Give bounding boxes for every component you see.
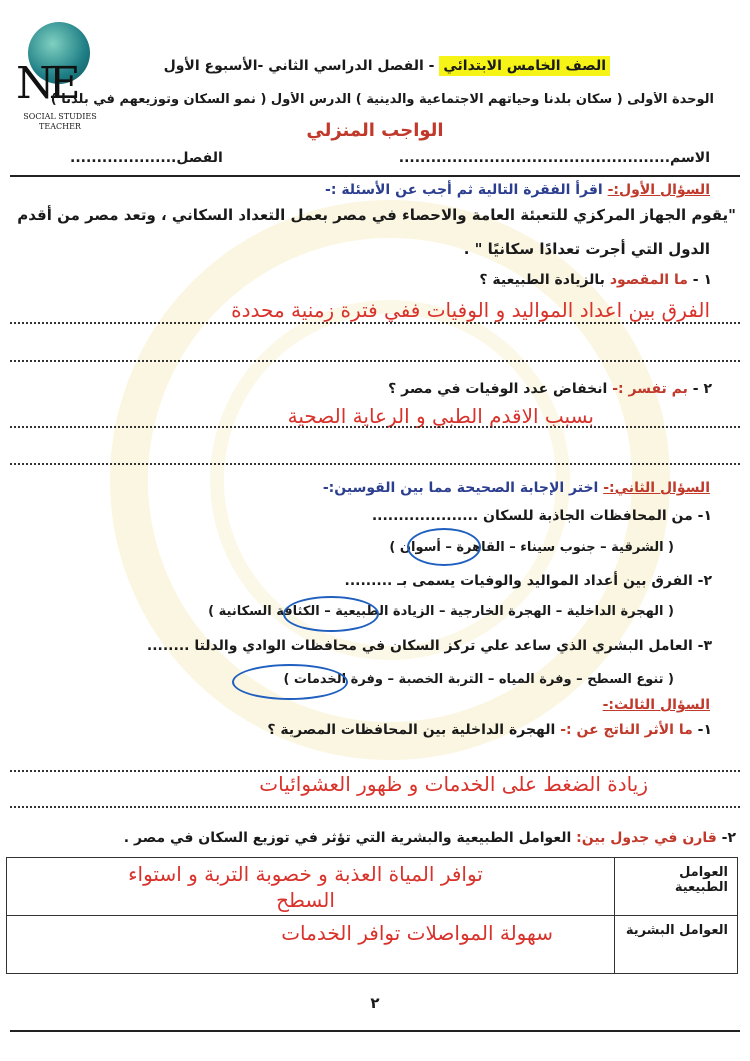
q1-heading: السؤال الأول:- [607,182,710,198]
q1-item1-num: ١ - [687,272,712,288]
q2-heading-line [323,480,710,496]
header-grade-line [164,58,610,74]
q2-item3-options: ( تنوع السطح – وفرة المياه – التربة الخصبة – وفرة الخدمات ) [283,672,674,687]
table-label-cell [615,916,738,974]
answer-line [10,463,740,465]
q2-item1: ١- من المحافظات الجاذبة للسكان .................... [371,508,712,524]
q3-item2-num: ٢- [716,830,736,846]
answer-circle [232,664,348,700]
table-row [7,858,738,916]
answer-circle [407,528,481,566]
table-label: العوامل الطبيعية [674,865,728,895]
table-row [7,916,738,974]
name-field: الاسم................................................... [398,150,710,166]
q1-passage-line1: "يقوم الجهاز المركزي للتعبئة العامة والاحصاء في مصر بعمل التعداد السكاني ، وتعد مصر من أقدم [17,206,736,224]
q2-item1-options: ( الشرقية – جنوب سيناء – القاهرة – أسوان ) [389,540,674,555]
table-answer: توافر المياة العذبة و خصوبة التربة و استواء السطح [128,862,483,912]
header-divider [10,175,740,177]
comparison-table [6,857,738,974]
homework-title: الواجب المنزلي [306,120,444,141]
q2-instruction: اختر الإجابة الصحيحة مما بين القوسين:- [322,480,604,496]
grade-highlight: الصف الخامس الابتدائي [439,56,610,76]
answer-line [10,360,740,362]
q3-item1-key: ما الأثر الناتج عن :- [560,722,693,738]
q2-item2: ٢- الفرق بين أعداد المواليد والوفيات يسمى بـ ......... [344,573,712,589]
q1-heading-line [325,182,710,198]
q1-item2-num: ٢ - [687,381,712,397]
q3-item1-text: الهجرة الداخلية بين المحافظات المصرية ؟ [267,722,561,738]
page-number: ٢ [370,994,380,1012]
table-label: العوامل البشرية [625,923,728,938]
q1-item1 [479,272,712,288]
answer-line [10,426,740,428]
q2-item3: ٣- العامل البشري الذي ساعد علي تركز السكان في محافظات الوادي والدلتا ........ [146,638,712,654]
q3-item1-num: ١- [692,722,712,738]
footer-divider [10,1030,740,1032]
answer-line [10,806,740,808]
q1-instruction: اقرأ الفقرة التالية ثم أجب عن الأسئلة :- [325,182,608,198]
class-field: الفصل.................... [70,150,223,166]
q1-item2 [388,381,712,397]
q3-item1 [267,722,712,738]
q2-heading: السؤال الثاني:- [603,480,710,496]
q3-item2-text: العوامل الطبيعية والبشرية التي تؤثر في توزيع السكان في مصر . [123,830,577,846]
q1-item1-key: ما المقصود [609,272,688,288]
q3-heading: السؤال الثالث:- [602,697,710,713]
answer-line [10,322,740,324]
term-text: - الفصل الدراسي الثاني -الأسبوع الأول [163,58,440,74]
q3-item2 [124,830,736,846]
q1-item1-answer: الفرق بين اعداد المواليد و الوفيات ففي فترة زمنية محددة [231,298,710,322]
table-answer: سهولة المواصلات توافر الخدمات [281,921,553,945]
q1-passage-line2: الدول التي أجرت تعدادًا سكانيًا " . [463,240,710,258]
q3-item2-key: قارن في جدول بين: [576,830,717,846]
q2-item2-options: ( الهجرة الداخلية – الهجرة الخارجية – الزيادة الطبيعية – الكثافة السكانية ) [208,604,674,619]
q3-item1-answer: زيادة الضغط على الخدمات و ظهور العشوائيات [259,772,648,796]
answer-circle [283,596,379,632]
table-label-cell [615,858,738,916]
q1-item2-text: انخفاض عدد الوفيات في مصر ؟ [388,381,613,397]
logo-letters: NE [16,58,75,109]
q1-item1-text: بالزيادة الطبيعية ؟ [479,272,610,288]
logo-caption-1: SOCIAL STUDIES [23,112,97,121]
unit-lesson-line: الوحدة الأولى ( سكان بلدنا وحياتهم الاجتماعية والدينية ) الدرس الأول ( نمو السكان وتوزيعهم في بلدنا ) [50,92,714,107]
q1-item2-answer: بسبب الاقدم الطبي و الرعاية الصحية [287,404,594,428]
table-answer-cell [7,916,615,974]
table-answer-cell [7,858,615,916]
teacher-logo [14,18,106,131]
q1-item2-key: بم تفسر :- [612,381,688,397]
logo-caption-2: TEACHER [39,122,81,131]
